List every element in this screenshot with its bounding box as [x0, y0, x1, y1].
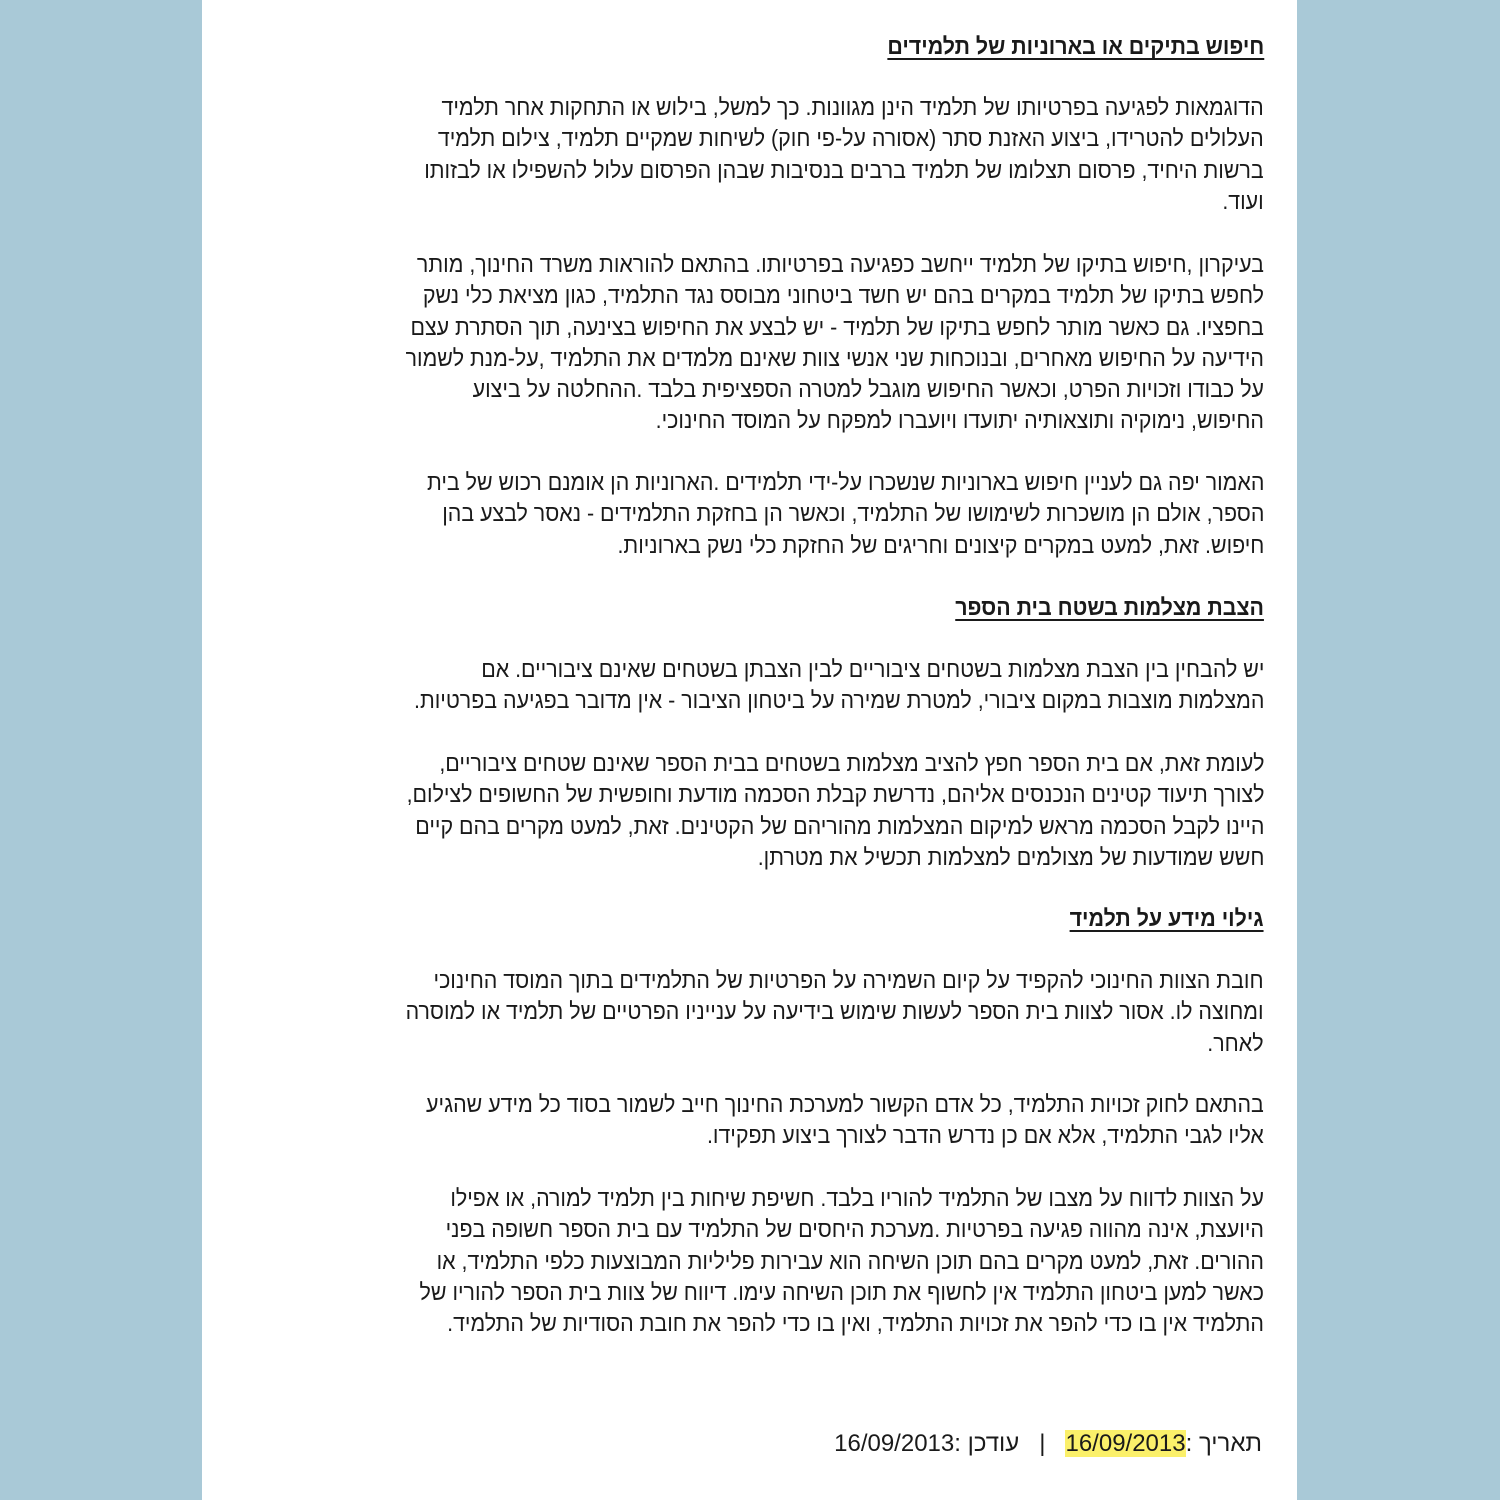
paragraph-line: בהתאם לחוק זכויות התלמיד, כל אדם הקשור למערכת החינוך חייב לשמור בסוד כל מידע שהגיע: [426, 1091, 1264, 1117]
date-value: 16/09/2013: [1065, 1430, 1186, 1457]
paragraph-line: המצלמות מוצבות במקום ציבורי, למטרת שמירה על ביטחון הציבור - אין מדובר בפגיעה בפרטיות.: [413, 687, 1264, 714]
paragraph-line: ומחוצה לו. אסור לצוות בית הספר לעשות שימוש בידיעה על ענייניו הפרטיים של תלמיד או למוסרה: [406, 998, 1264, 1025]
paragraph-line: לעומת זאת, אם בית הספר חפץ להציב מצלמות בשטחים בבית הספר שאינם שטחים ציבוריים,: [438, 750, 1264, 776]
paragraph-line: לחפש בתיקו של תלמיד במקרים בהם יש חשד ביטחוני מבוסס נגד התלמיד, כגון מציאת כלי נשק: [422, 282, 1264, 309]
paragraph: [342, 748, 1264, 873]
paragraph-line: היינו לקבל הסכמה מראש למיקום המצלמות מהוריהם של הקטינים. זאת, למעט מקרים בהם קיים: [414, 812, 1264, 839]
paragraph-line: לאחר.: [1207, 1029, 1264, 1056]
section-heading: [1055, 903, 1264, 934]
paragraph-line: החיפוש, נימוקיה ותוצאותיה יתועדו ויועברו למפקח על המוסד החינוכי.: [655, 407, 1264, 434]
paragraph: [356, 1183, 1264, 1339]
paragraph-line: האמור יפה גם לעניין חיפוש בארוניות שנשכרו על-ידי תלמידים .הארוניות הן אומנם רכוש של בית: [426, 469, 1264, 495]
paragraph: [363, 1089, 1264, 1152]
section-heading: [932, 592, 1264, 623]
separator: |: [1039, 1430, 1046, 1457]
paragraph-line: חובת הצוות החינוכי להקפיד על קיום השמירה על הפרטיות של התלמידים בתוך המוסד החינוכי: [433, 967, 1264, 993]
paragraph-line: בעיקרון ,חיפוש בתיקו של תלמיד ייחשב כפגיעה בפרטיותו. בהתאם להוראות משרד החינוך, מותר: [416, 251, 1265, 277]
paragraph-line: הידיעה על החיפוש מאחרים, ובנוכחות שני אנשי צוות שאינם מלמדים את התלמיד ,על-מנת לשמור: [405, 344, 1264, 371]
updated-value: 16/09/2013: [834, 1430, 955, 1457]
paragraph-line: ועוד.: [1222, 187, 1264, 214]
heading-text: הצבת מצלמות בשטח בית הספר: [955, 594, 1264, 620]
heading-text: חיפוש בתיקים או בארוניות של תלמידים: [887, 33, 1264, 59]
document-footer: [834, 1430, 1262, 1458]
paragraph: [364, 467, 1264, 561]
paragraph: [341, 965, 1264, 1059]
date-label: תאריך :: [1185, 1430, 1262, 1457]
paragraph-line: על הצוות לדווח על מצבו של התלמיד להוריו בלבד. חשיפת שיחות בין תלמיד למורה, או אפילו: [450, 1185, 1265, 1211]
paragraph-line: ההורים. זאת, למעט מקרים בהם תוכן השיחה הוא עבירות פליליות המבוצעות כלפי התלמיד, או: [436, 1247, 1264, 1274]
paragraph-line: ברשות היחיד, פרסום תצלומו של תלמיד ברבים בנסיבות שבהן הפרסום עלול להשפילו או לבזותו: [424, 156, 1264, 183]
paragraph-line: כאשר למען ביטחון התלמיד אין לחשוף את תוכן השיחה עימו. דיווח של צוות בית הספר להוריו של: [419, 1278, 1264, 1305]
paragraph-line: העלולים להטרידו, ביצוע האזנת סתר (אסורה על-פי חוק) לשיחות שמקיים תלמיד, צילום תלמיד: [438, 125, 1264, 152]
paragraph-line: חשש שמודעות של מצולמים למצלמות תכשיל את מטרתן.: [757, 843, 1264, 870]
paragraph-line: בחפציו. גם כאשר מותר לחפש בתיקו של תלמיד - יש לבצע את החיפוש בצינעה, תוך הסתרת עצם: [410, 313, 1264, 340]
paragraph: [350, 654, 1264, 717]
paragraph: [361, 92, 1264, 217]
updated-label: עודכן :: [954, 1430, 1020, 1457]
paragraph-line: הדוגמאות לפגיעה בפרטיותו של תלמיד הינן מגוונות. כך למשל, בילוש או התחקות אחר תלמיד: [441, 94, 1264, 120]
paragraph-line: היועצת, אינה מהווה פגיעה בפרטיות .מערכת היחסים של התלמיד עם בית הספר חשופה בפני: [445, 1216, 1265, 1243]
paragraph-line: חיפוש. זאת, למעט במקרים קיצונים וחריגים של החזקת כלי נשק בארוניות.: [617, 531, 1264, 558]
paragraph-line: יש להבחין בין הצבת מצלמות בשטחים ציבוריים לבין הצבתן בשטחים שאינם ציבוריים. אם: [480, 656, 1264, 682]
section-heading: [859, 31, 1264, 62]
paragraph-line: על כבודו וזכויות הפרט, וכאשר החיפוש מוגבל למטרה הספציפית בלבד .ההחלטה על ביצוע: [472, 376, 1264, 403]
paragraph-line: לצורך תיעוד קטינים הנכנסים אליהם, נדרשת קבלת הסכמה מודעת וחופשית של החשופים לצילום,: [406, 781, 1264, 808]
heading-text: גילוי מידע על תלמיד: [1070, 905, 1264, 931]
paragraph-line: התלמיד אין בו כדי להפר את זכויות התלמיד, ואין בו כדי להפר את חובת הסודיות של התלמיד.: [447, 1310, 1264, 1337]
paragraph-line: הספר, אולם הן מושכרות לשימושו של התלמיד, וכאשר הן בחזקת התלמידים - נאסר לבצע בהן: [441, 500, 1264, 527]
paragraph: [341, 249, 1264, 437]
paragraph-line: אליו לגבי התלמיד, אלא אם כן נדרש הדבר לצורך ביצוע תפקידו.: [707, 1122, 1264, 1149]
